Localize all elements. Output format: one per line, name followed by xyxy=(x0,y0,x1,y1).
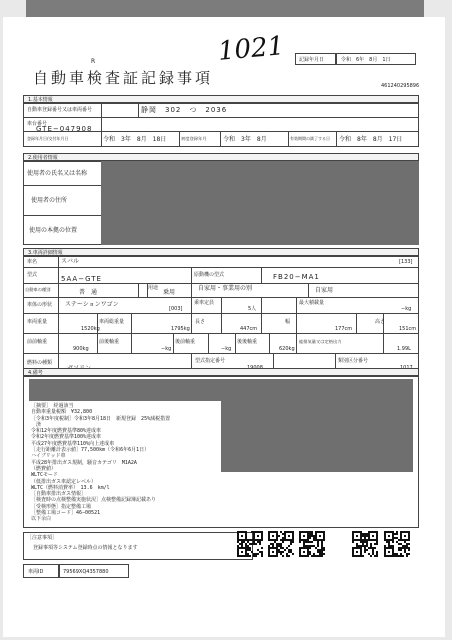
kind-value: 普 通 xyxy=(79,289,98,296)
remarks-redaction-top xyxy=(29,379,225,401)
body-label: 車体の形状 xyxy=(27,302,53,308)
qr-code-5 xyxy=(384,531,410,557)
private-label: 自家用・事業用の別 xyxy=(198,285,253,292)
length-value: 447cm xyxy=(240,326,258,332)
section3-header xyxy=(23,248,419,256)
first-year-value: 令和 3年 8月 xyxy=(223,136,267,143)
reg-number-label: 自動車登録番号又は車両番号 xyxy=(27,107,93,113)
displacement-value: 1.99L xyxy=(397,346,411,352)
gross-weight-label: 車両総重量 xyxy=(99,319,125,325)
class-number-label: 類別区分番号 xyxy=(338,358,369,364)
handwritten-number: 1021 xyxy=(216,31,286,67)
rear-front-axle-label: 後前軸重 xyxy=(175,339,196,345)
notice-label: ［注意事項］ xyxy=(27,535,58,541)
front-rear-axle-value: −kg xyxy=(161,346,172,352)
expiry-value: 令和 8年 8月 17日 xyxy=(339,136,403,143)
front-front-axle-label: 前前軸重 xyxy=(27,339,48,345)
remarks-redaction-right xyxy=(221,379,413,472)
reg-number-value: 静岡 302 つ 2036 xyxy=(141,106,228,114)
first-year-label: 初度登録年月 xyxy=(181,136,207,142)
rear-rear-axle-value: 620kg xyxy=(279,346,295,352)
user-name-label: 使用者の氏名又は名称 xyxy=(27,170,88,177)
user-info-redaction xyxy=(101,161,419,245)
max-load-value: −kg xyxy=(401,306,412,312)
document-number: 461240295896 xyxy=(381,83,420,89)
document-title: 自動車検査証記録事項 xyxy=(33,69,214,87)
notice-text: 登録事項等システム登録時点の情報となります xyxy=(33,545,138,551)
qr-code-2 xyxy=(268,531,294,557)
engine-value: FB20−MA1 xyxy=(273,273,320,281)
fuel-label: 燃料の種類 xyxy=(27,360,53,366)
car-id-value: 79569XQ4357880 xyxy=(63,569,109,575)
rear-rear-axle-label: 後後軸重 xyxy=(237,339,258,345)
model-value: 5AA−GTE xyxy=(61,275,102,283)
height-label: 高さ xyxy=(375,319,386,325)
remarks-notes: ［摘要］ 経過該当 自動車重量税額 ¥32,800 ［令和3年度税制］令和3年8月18日 新規登録 25%減税措置 済 令和12年度燃費基準80%達成車 令和2年度燃費基準100%達成車 平成27年度燃費基準110%向上達成車 ［走行距離計表示値］77,500km（令和6年6月1日） ハイブリッド車 平成28年排出ガス規制，騒音カテゴリ M1A2A （燃費値） WLTCモード （低排出ガス車認定レベル） WLTC（燃料消費率） 13.6 km/l ［自動車排出ガス情報］ ［検査時の点検整備実施状況］点検整備記録簿記載あり ［受検形態］指定整備工場 ［整備工場コード］46−00521 以下余白 xyxy=(31,403,171,523)
registration-date-value: 令和 3年 8月 18日 xyxy=(103,136,167,143)
body-code: [003] xyxy=(169,306,183,312)
maker-code: [133] xyxy=(399,259,413,265)
weight-label: 車両重量 xyxy=(27,319,48,325)
car-id-label-box xyxy=(23,564,59,578)
model-label: 型式 xyxy=(27,272,38,278)
use-label: 用途 xyxy=(148,285,159,291)
base-location-label: 使用の本拠の位置 xyxy=(29,227,78,234)
use-value: 乗用 xyxy=(163,289,176,296)
gross-weight-value: 1795kg xyxy=(171,326,190,332)
maker-value: スバル xyxy=(61,258,80,265)
record-date-value: 令和 6年 8月 1日 xyxy=(341,57,391,63)
registration-date-label: 登録年月日/交付年月日 xyxy=(27,136,69,142)
section4-header xyxy=(23,368,419,376)
type-number-label: 型式指定番号 xyxy=(195,358,226,364)
engine-label: 原動機の型式 xyxy=(194,272,225,278)
section1-label: 1.基本情報 xyxy=(28,97,53,103)
section4-label: 4.備考 xyxy=(28,370,43,376)
record-date-label: 記録年月日 xyxy=(299,57,325,63)
length-label: 長さ xyxy=(195,319,206,325)
expiry-label: 有効期間の満了する日 xyxy=(290,136,331,142)
handwritten-letter: R xyxy=(91,58,96,65)
car-id-label: 車両ID xyxy=(28,569,44,575)
capacity-label: 乗車定員 xyxy=(194,300,215,306)
front-front-axle-value: 900kg xyxy=(73,346,89,352)
document-sheet xyxy=(3,17,445,637)
qr-code-1 xyxy=(237,531,263,557)
height-value: 151cm xyxy=(399,326,417,332)
body-value: ステーションワゴン xyxy=(65,301,119,308)
private-value: 自家用 xyxy=(315,287,334,294)
displacement-label: 総排気量又は定格出力 xyxy=(299,339,342,345)
section1-header xyxy=(23,95,419,103)
record-date-label-box xyxy=(295,53,336,65)
width-value: 177cm xyxy=(335,326,353,332)
width-label: 幅 xyxy=(285,319,291,325)
qr-code-4 xyxy=(352,531,378,557)
chassis-label: 車台番号 xyxy=(27,121,48,127)
rear-front-axle-value: −kg xyxy=(221,346,232,352)
front-rear-axle-label: 前後軸重 xyxy=(99,339,120,345)
kind-label: 自動車の種別 xyxy=(25,287,51,293)
car-id-value-box xyxy=(59,564,129,578)
max-load-label: 最大積載量 xyxy=(299,300,325,306)
top-redaction-band xyxy=(26,0,424,17)
section3-label: 3.車両詳細情報 xyxy=(28,250,63,256)
section2-label: 2.使用者情報 xyxy=(28,155,58,161)
user-address-label: 使用者の住所 xyxy=(31,197,68,204)
chassis-value: GTE−047908 xyxy=(36,125,93,133)
maker-label: 車名 xyxy=(27,259,38,265)
weight-value: 1520kg xyxy=(81,326,100,332)
section2-header xyxy=(23,153,419,161)
qr-code-3 xyxy=(299,531,325,557)
record-date-value-box xyxy=(336,53,416,65)
capacity-value: 5人 xyxy=(248,306,257,312)
